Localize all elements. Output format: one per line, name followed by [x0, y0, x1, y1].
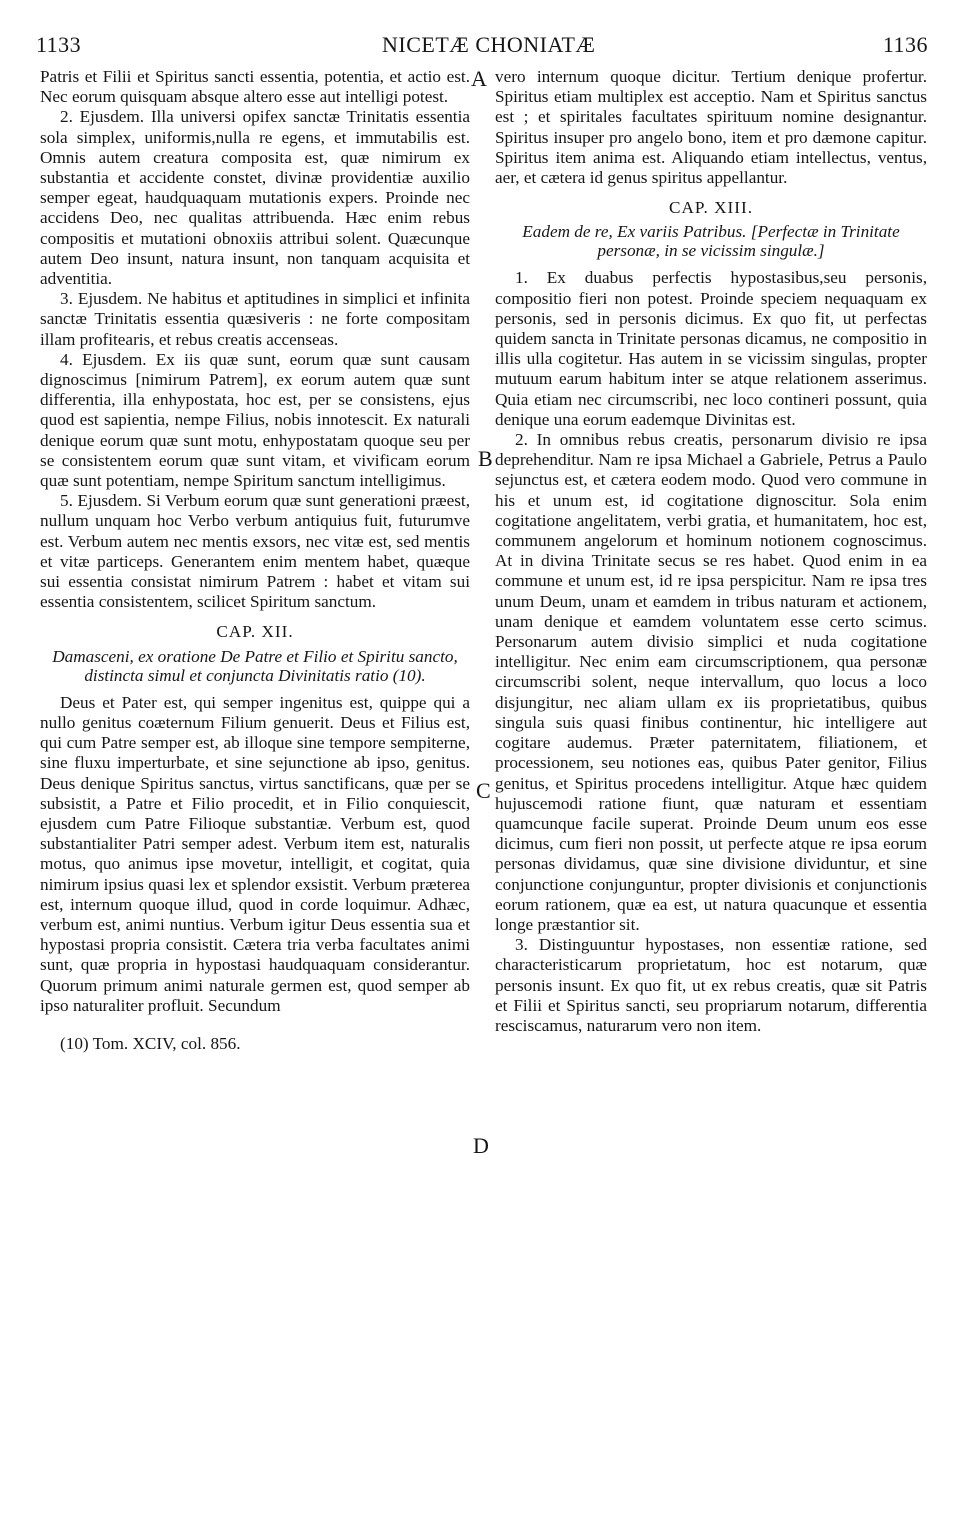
left-column — [40, 67, 470, 1054]
right-column — [495, 67, 927, 1036]
paragraph: Patris et Filii et Spiritus sancti essentia, potentia, et actio est. Nec eorum quisquam absque altero esse aut intelligi potest. — [40, 67, 470, 107]
paragraph: 5. Ejusdem. Si Verbum eorum quæ sunt generationi præest, nullum unquam hoc Verbo verbum antiquius fuit, futurumve est. Verbum autem nec mentis exsors, nec vitæ est, sed mentis et vitæ particeps. Generantem enim mentem habet, quæque sui essentia consistat nimirum Patrem : habet et vitam sui essentia consistentem, scilicet Spiritum sanctum. — [40, 491, 470, 612]
page-number-right: 1136 — [882, 32, 928, 57]
margin-letter-c: C — [476, 778, 491, 803]
margin-letter-d: D — [473, 1133, 489, 1158]
running-head — [36, 32, 928, 62]
paragraph: 1. Ex duabus perfectis hypostasibus,seu personis, compositio fieri non potest. Proinde speciem nequaquam ex personis, sed in personis dicimus. Ex quo fit, ut perfectas quidem sancta in Trinitate personas dicamus, ne compositio in illis ulla cogitetur. Has autem in se vicissim singulas, propter mutuum earum habitum inter se atque relationem asserimus. Quia etiam nec circumscribi, nec loco contineri possunt, quia denique una eorum eademque Divinitas est. — [495, 268, 927, 429]
chapter-subtitle: Damasceni, ex oratione De Patre et Filio et Spiritu sancto, distincta simul et conjuncta Divinitatis ratio (10). — [52, 646, 458, 685]
paragraph: 2. Ejusdem. Illa universi opifex sanctæ Trinitatis essentia sola simplex, uniformis,nulla re egens, et immutabilis est. Omnis autem creatura composita est, quæ nimirum ex substantia et accidente constet, divinæ providentiæ auxilio semper egeat, haudquaquam mutationis expers. Proinde nec accidens Deo, nec qualitas attribuenda. Hæc enim rebus compositis et mutationi obnoxiis attribui solent. Quæcunque autem Deo insunt, natura insunt, non tanquam acquisita et adventitia. — [40, 107, 470, 289]
page-number-left: 1133 — [36, 32, 82, 57]
paragraph: 2. In omnibus rebus creatis, personarum divisio re ipsa deprehenditur. Nam re ipsa Michael a Gabriele, Petrus a Paulo sejunctus est, et cætera eodem modo. Quod vero commune in his et unum est, id cogitatione dignoscitur. Sola enim cogitatione angelitatem, verbi gratia, et humanitatem, hoc est, communem angelorum et hominum notionem cognoscimus. At in divina Trinitate secus se res habet. Quod enim in ea commune et unum est, id re ipsa perspicitur. Nam re ipsa tres unum Deum, unam et eamdem in tribus naturam et actionem, unam denique et eamdem voluntatem esse certo scimus. Personarum autem divisio simplici et nuda cogitatione intelligitur. Nec enim eam circumscriptionem, qua personæ circumscribi solent, neque intervallum, quo locus a loco disjungitur, nec aliam ullam ex iis proprietatibus, quibus singula suis quasi finibus continentur, hic intelligere aut cogitare audemus. Præter paternitatem, filiationem, et processionem, seu notiones eas, quibus Pater genitor, Filius genitus, et Spiritus procedens intelligitur. Atque hæc quidem hujuscemodi ratione fiunt, quæ naturam et essentiam quamcunque facile superat. Proinde Deum unum eos esse dicimus, cum fieri non possit, ut perfecte atque re ipsa eorum personas dividamus, quæ sine divisione dividuntur, et sine conjunctione conjunguntur, propter divisionis et conjunctionis eorum rationem, quæ ea est, ut natura quacunque et essentia longe præstantior sit. — [495, 430, 927, 934]
paragraph: vero internum quoque dicitur. Tertium denique profertur. Spiritus etiam multiplex est acceptio. Nam et Spiritus sanctus est ; et spiritales facultates spirituum nomine designantur. Spiritus insuper pro angelo bono, item et pro dæmone capitur. Spiritus item anima est. Aliquando etiam intellectus, ventus, aer, et cætera id genus spiritus appellantur. — [495, 67, 927, 188]
margin-letter-b: B — [478, 446, 493, 471]
chapter-subtitle: Eadem de re, Ex variis Patribus. [Perfectæ in Trinitate personæ, in se vicissim singulæ.] — [522, 222, 900, 261]
footnote: (10) Tom. XCIV, col. 856. — [60, 1033, 241, 1053]
paragraph: 3. Distinguuntur hypostases, non essentiæ ratione, sed characteristicarum proprietatum, hoc est notarum, quæ personis insunt. Ex quo fit, ut ex rebus creatis, quæ sit Patris et Filii et Spiritus sancti, seu propriarum notarum, differentia resciscamus, naturarum vero non item. — [495, 935, 927, 1035]
chapter-heading: CAP. XII. — [216, 622, 294, 642]
paragraph: 3. Ejusdem. Ne habitus et aptitudines in simplici et infinita sanctæ Trinitatis essentia quæsiveris : ne forte compositam illam profitearis, et rebus creatis accenseas. — [40, 289, 470, 349]
running-title: NICETÆ CHONIATÆ — [382, 32, 596, 57]
chapter-heading: CAP. XIII. — [668, 198, 753, 218]
margin-letter-a: A — [471, 66, 487, 91]
paragraph: Deus et Pater est, qui semper ingenitus est, quippe qui a nullo genitus coæternum Filium genuerit. Deus et Filius est, qui cum Patre semper est, ab illoque sine tempore sempiterne, sine fluxu imperturbate, et sine sejunctione ab ipso, genitus. Deus denique Spiritus sanctus, virtus sanctificans, quæ per se subsistit, a Patre et Filio procedit, et in Filio conquiescit, ejusdem cum Patre Filioque substantiæ. Verbum est, quod substantialiter Patri semper adest. Verbum item est, naturalis motus, quo animus ipse movetur, intelligit, et cogitat, quia nimirum ipsius quasi lex et splendor exsistit. Verbum præterea est, internum quoque illud, quod in corde loquimur. Adhæc, verbum est, animi nuntius. Verbum igitur Deus essentia sua et hypostasi propria consistit. Cætera tria verba facultates animi sunt, quæ propria in hypostasi haudquaquam considerantur. Quorum primum animi naturale germen est, quod semper ab ipso naturaliter profluit. Secundum — [40, 692, 470, 1015]
paragraph: 4. Ejusdem. Ex iis quæ sunt, eorum quæ sunt causam dignoscimus [nimirum Patrem], ex eorum autem quæ sunt differentia, illa enhypostata, hoc est, per se consistens, ejus quod est sapientia, nempe Filius, nobis innotescit. Ex naturali denique eorum quæ sunt motu, enhypostatam quoque seu per se consistentem eorum quæ sunt vitam, et vivificam eorum quæ sunt potentiam, nempe Spiritum sanctum intelligimus. — [40, 349, 470, 491]
